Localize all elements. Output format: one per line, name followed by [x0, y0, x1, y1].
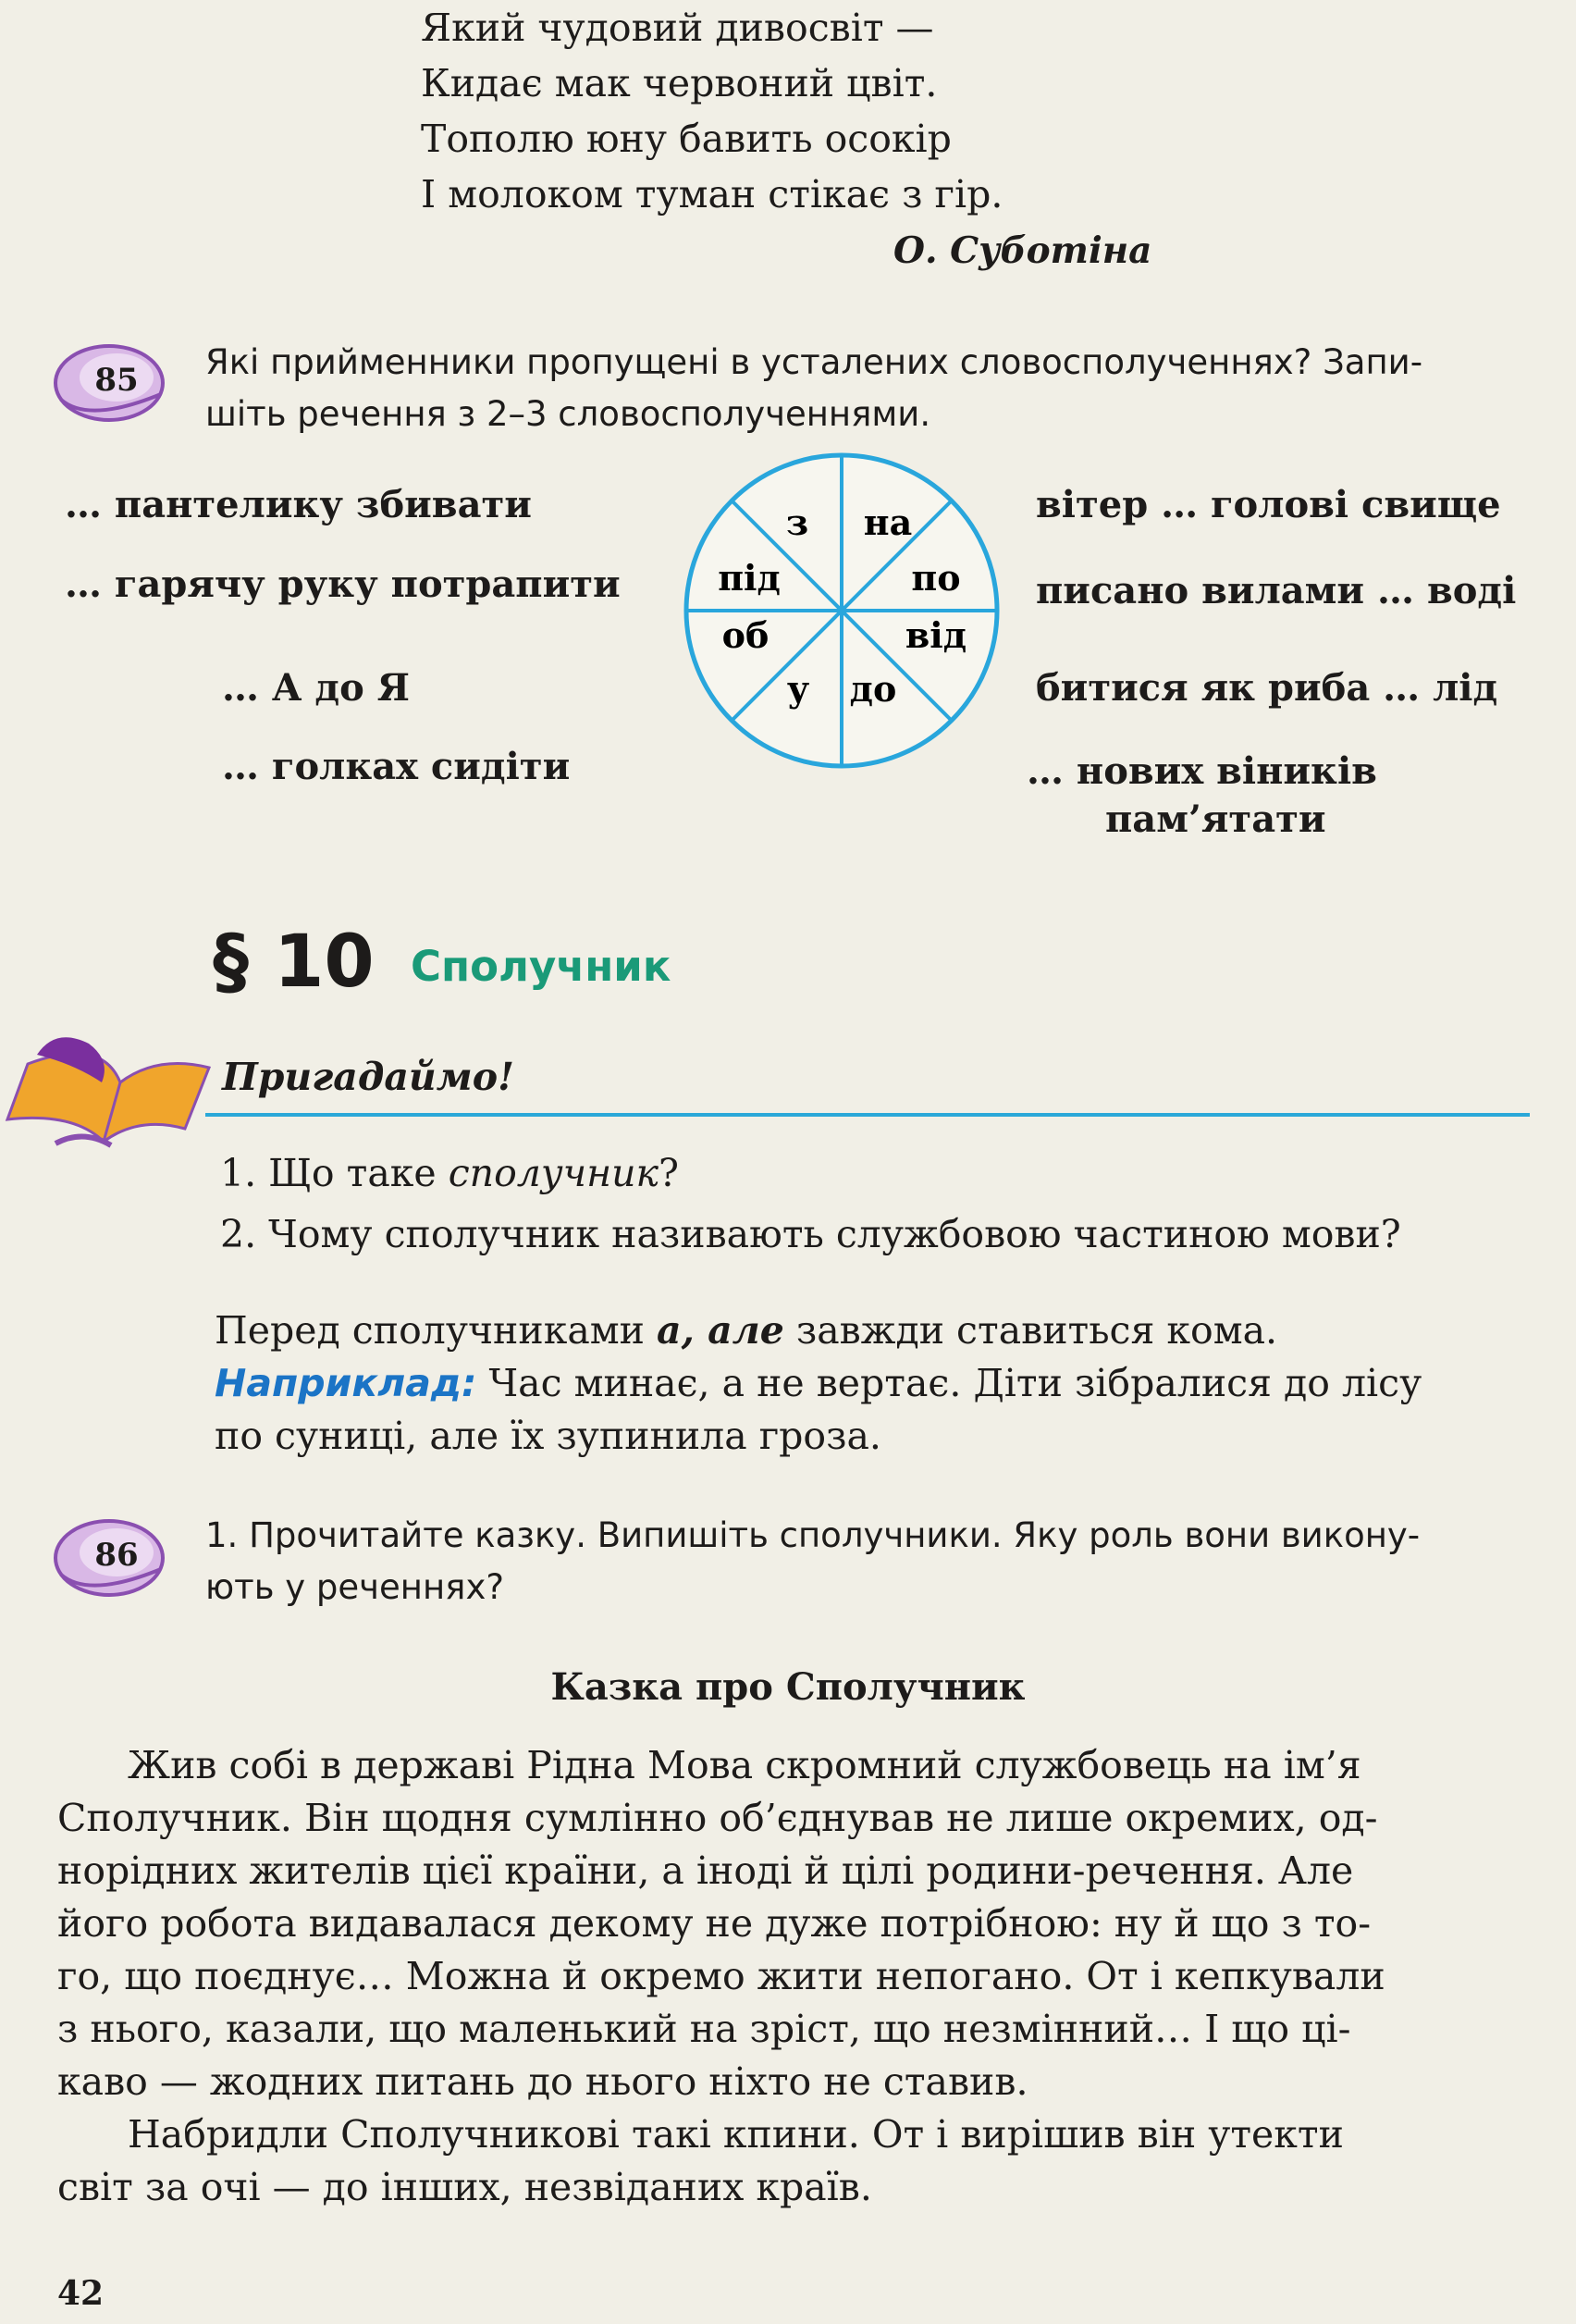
story-line: світ за очі — до інших, незвіданих країв.: [57, 2165, 872, 2209]
poem: [421, 0, 1003, 222]
page-number: 42: [57, 2274, 105, 2313]
rule-terms: а, але: [657, 1308, 784, 1353]
wheel-label: на: [863, 501, 913, 543]
story-line: з нього, казали, що маленький на зріст, що незмінний… І що ці-: [57, 2007, 1351, 2051]
rule-suffix: завжди ставиться кома.: [783, 1308, 1278, 1353]
poem-author: О. Суботіна: [893, 229, 1152, 272]
left-phrase: … А до Я: [222, 666, 410, 710]
poem-line: Кидає мак червоний цвіт.: [421, 61, 938, 105]
exercise-badge-85: [52, 335, 163, 418]
divider: [205, 1113, 1530, 1117]
story-body: [57, 1739, 1530, 2214]
exercise-badge-86: [52, 1510, 163, 1593]
exercise-86-task: [205, 1510, 1537, 1613]
left-phrase: … пантелику збивати: [65, 483, 532, 526]
question-1: [220, 1151, 679, 1195]
right-phrase: вітер … голові свище: [1036, 483, 1501, 526]
story-line: його робота видавалася декому не дуже потрібною: ну й що з то-: [57, 1901, 1372, 1946]
wheel-label: під: [718, 557, 781, 599]
exercise-86-line: ють у реченнях?: [205, 1567, 504, 1607]
section-title: Сполучник: [411, 942, 671, 991]
story-line: каво — жодних питань до нього ніхто не ставив.: [57, 2059, 1028, 2104]
poem-line: І молоком туман стікає з гір.: [421, 172, 1003, 216]
open-book-icon: [0, 1027, 218, 1156]
exercise-number-85: 85: [94, 362, 139, 399]
exercise-number-86: 86: [94, 1537, 139, 1574]
question-1-suffix: ?: [659, 1151, 680, 1195]
section-number: § 10: [213, 921, 375, 1004]
right-phrase: пам’ятати: [1105, 797, 1326, 841]
story-line: норідних жителів цієї країни, а іноді й цілі родини-речення. Але: [57, 1848, 1354, 1893]
question-1-term: сполучник: [448, 1151, 659, 1195]
story-line: Набридли Сполучникові такі кпини. От і вирішив він утекти: [128, 2112, 1344, 2157]
story-line: Сполучник. Він щодня сумлінно об’єднував не лише окремих, од-: [57, 1796, 1378, 1840]
exercise-86-line: 1. Прочитайте казку. Випишіть сполучники. Яку роль вони викону-: [205, 1515, 1421, 1555]
left-phrase: … голках сидіти: [222, 745, 571, 788]
exercise-85-line: Які прийменники пропущені в усталених словосполученнях? Запи-: [205, 342, 1423, 382]
wheel-label: об: [721, 614, 770, 656]
left-phrase: … гарячу руку потрапити: [65, 562, 621, 606]
story-line: го, що поєднує… Можна й окремо жити непогано. От і кепкували: [57, 1954, 1385, 1998]
example-line-1: Час минає, а не вертає. Діти зібралися до лісу: [488, 1361, 1422, 1405]
wheel-label: до: [849, 668, 897, 710]
wheel-label: з: [785, 501, 809, 543]
preposition-wheel: [666, 442, 1017, 794]
poem-line: Який чудовий дивосвіт —: [421, 6, 934, 50]
story-line: Жив собі в державі Рідна Мова скромний службовець на ім’я: [128, 1743, 1361, 1787]
example-label: Наприклад:: [215, 1361, 477, 1405]
wheel-label: у: [786, 668, 810, 710]
wheel-label: від: [905, 614, 967, 656]
question-2: 2. Чому сполучник називають службовою частиною мови?: [220, 1212, 1401, 1256]
wheel-label: по: [911, 557, 961, 599]
story-title: Казка про Сполучник: [550, 1665, 1026, 1709]
example-line-2: по суниці, але їх зупинила гроза.: [215, 1414, 881, 1458]
rule-prefix: Перед сполучниками: [215, 1308, 658, 1353]
remember-title: Пригадаймо!: [222, 1055, 515, 1099]
exercise-85-line: шіть речення з 2–3 словосполученнями.: [205, 394, 931, 434]
poem-line: Тополю юну бавить осокір: [421, 117, 952, 161]
exercise-85-task: [205, 337, 1537, 440]
right-phrase: … нових віників: [1027, 749, 1377, 793]
question-1-prefix: 1. Що таке: [220, 1151, 449, 1195]
right-phrase: писано вилами … воді: [1036, 569, 1517, 612]
rule-text: [215, 1304, 1528, 1463]
right-phrase: битися як риба … лід: [1036, 666, 1498, 710]
